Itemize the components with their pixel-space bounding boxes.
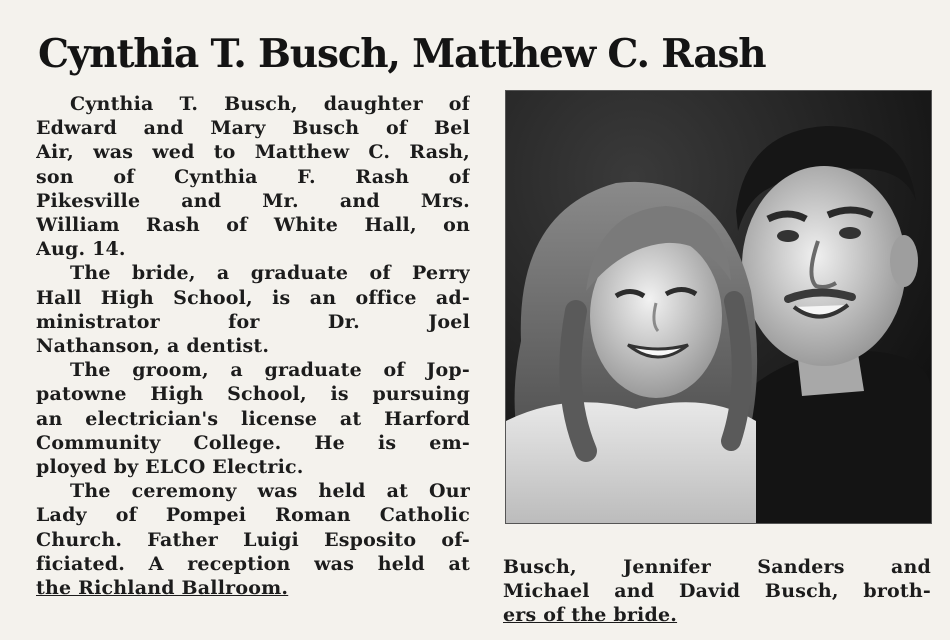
text-line: Air, was wed to Matthew C. Rash, <box>36 141 470 164</box>
paragraph-continuation <box>503 555 931 628</box>
text-line: ficiated. A reception was held at <box>36 552 470 575</box>
couple-photo-illustration <box>506 91 931 523</box>
paragraph-groom <box>36 358 470 479</box>
headline: Cynthia T. Busch, Matthew C. Rash <box>38 31 766 77</box>
text-line: son of Cynthia F. Rash of <box>36 165 470 188</box>
text-line: Lady of Pompei Roman Catholic <box>36 504 470 527</box>
text-line: Busch, Jennifer Sanders and <box>503 556 931 578</box>
text-line: patowne High School, is pursuing <box>36 383 470 406</box>
text-line: Cynthia T. Busch, daughter of <box>70 93 470 115</box>
text-line: Aug. 14. <box>36 238 126 261</box>
text-line: Edward and Mary Busch of Bel <box>36 117 470 140</box>
text-line: an electrician's license at Harford <box>36 407 470 430</box>
couple-photo <box>505 90 932 524</box>
text-line: The ceremony was held at Our <box>70 480 470 503</box>
text-line: William Rash of White Hall, on <box>36 214 470 237</box>
paragraph-ceremony <box>36 479 470 600</box>
text-line: ministrator for Dr. Joel <box>36 310 470 333</box>
text-line: The groom, a graduate of Jop- <box>70 359 470 382</box>
text-line: Michael and David Busch, broth- <box>503 580 931 603</box>
article-left-column <box>36 92 470 600</box>
text-line: Hall High School, is an office ad- <box>36 286 470 309</box>
text-line: Church. Father Luigi Esposito of- <box>36 528 470 551</box>
text-line: Nathanson, a dentist. <box>36 335 270 358</box>
paragraph-announcement <box>36 92 470 261</box>
article-continuation-column <box>503 555 931 628</box>
text-line: Pikesville and Mr. and Mrs. <box>36 189 470 212</box>
text-line: ers of the bride. <box>503 604 678 627</box>
text-line: the Richland Ballroom. <box>36 577 289 600</box>
paragraph-bride <box>36 261 470 358</box>
text-line: The bride, a graduate of Perry <box>70 262 470 285</box>
text-line: Community College. He is em- <box>36 431 470 454</box>
text-line: ployed by ELCO Electric. <box>36 456 304 479</box>
